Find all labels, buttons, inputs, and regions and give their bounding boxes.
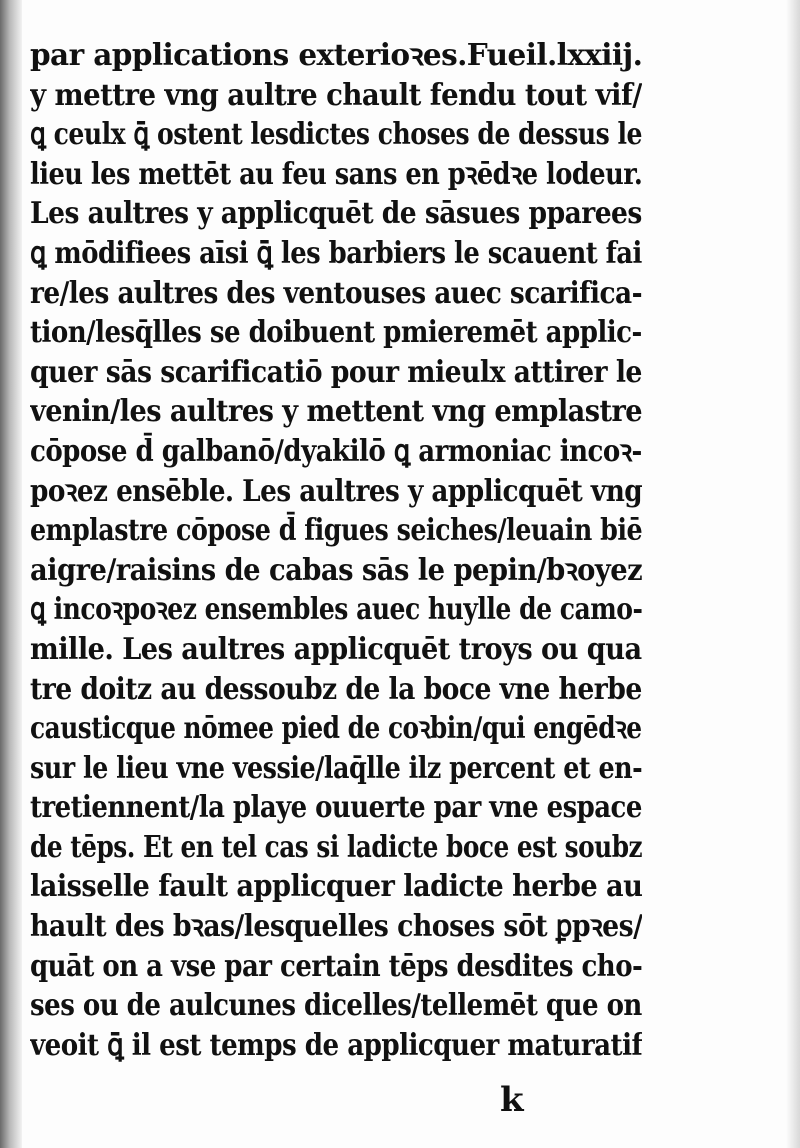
text-line-23: quāt on a vse par certain tēps desdites cho- (30, 948, 643, 984)
text-line-18: sur le lieu vne vessie/laq̄lle ilz percent et en- (30, 750, 642, 786)
text-line-4: Les aultres y applicquēt de sāsues pparees (30, 196, 642, 232)
text-line-6: re/les aultres des ventouses auec scarifica- (30, 275, 642, 311)
text-line-3: lieu les mettēt au feu sans en pꝛēdꝛe lodeur. (30, 156, 642, 192)
text-line-17: causticque nōmee pied de coꝛbin/qui engēdꝛe (30, 711, 642, 747)
text-line-19: tretiennent/la playe ouuerte par vne espace (30, 790, 642, 826)
text-line-11: poꝛez ensēble. Les aultres y applicquēt vng (30, 473, 643, 509)
text-line-7: tion/lesq̄lles se doibuent pmieremēt applic- (30, 315, 642, 351)
text-line-20: de tēps. Et en tel cas si ladicte boce est soubz (30, 829, 642, 865)
running-header (30, 36, 642, 76)
running-title: par applications exterioꝛes. (30, 38, 467, 73)
text-line-12: emplastre cōpose d̄ figues seiches/leuain biē (30, 513, 642, 549)
text-line-16: tre doitz au dessoubz de la boce vne herbe (30, 671, 642, 707)
text-line-10: cōpose d̄ galbanō/dyakilō ꝗ armoniac incoꝛ- (30, 433, 642, 469)
text-line-14: ꝗ incoꝛpoꝛez ensembles auec huylle de camo- (30, 592, 642, 628)
text-line-8: quer sās scarificatiō pour mieulx attirer le (30, 354, 642, 390)
text-line-22: hault des bꝛas/lesquelles choses sōt ꝑpꝛes/ (30, 909, 642, 945)
text-line-1: y mettre vng aultre chault fendu tout vif/ (30, 77, 642, 113)
signature-mark: k (500, 1080, 524, 1120)
text-line-21: laissellе fault applicquer ladicte herbe au (30, 869, 643, 905)
text-line-9: venin/les aultres y mettent vng emplastre (30, 394, 643, 430)
page-gutter-shadow (0, 0, 22, 1148)
text-line-2: ꝗ ceulx ꝗ̄ ostent lesdictes choses de dessus le (30, 117, 642, 153)
text-line-5: ꝗ mōdifiees aīsi ꝗ̄ les barbiers le scauent fai (30, 235, 642, 271)
page-edge-shadow (786, 0, 800, 1148)
text-line-13: aigre/raisins de cabas sās le pepin/bꝛoyez (30, 552, 643, 588)
folio-number: Fueil.lxxiij. (466, 38, 642, 73)
text-line-24: ses ou de aulcunes dicelles/tellemēt que on (30, 988, 642, 1024)
text-block (30, 36, 642, 1065)
text-line-25: veoit ꝗ̄ il est temps de applicquer maturatif (30, 1027, 643, 1063)
text-line-15: mille. Les aultres applicquēt troys ou qua (30, 631, 642, 667)
